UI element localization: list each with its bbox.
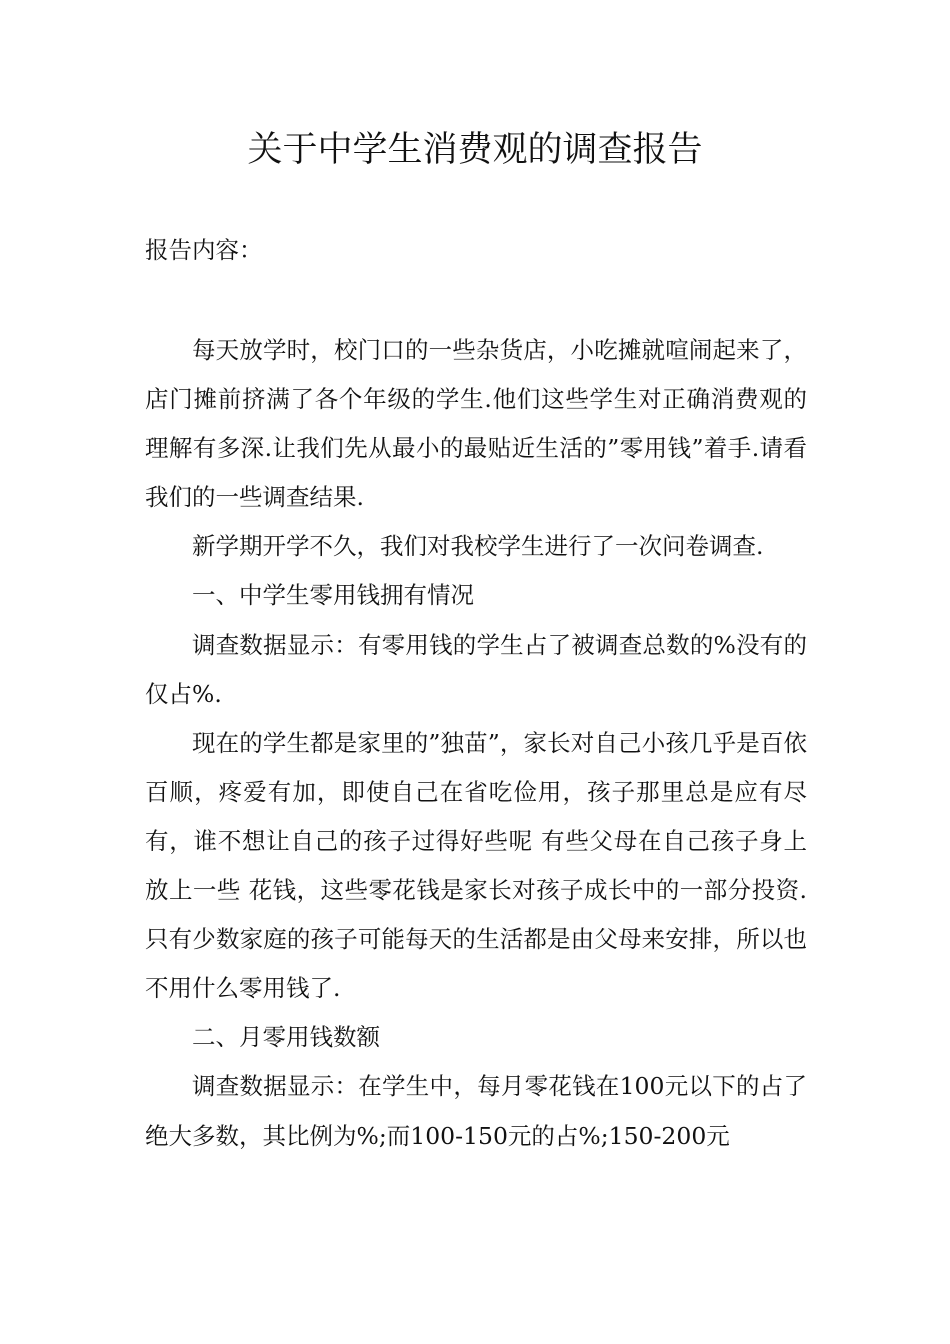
- report-content-label: 报告内容：: [145, 236, 263, 264]
- paragraph-data-1: 调查数据显示：有零用钱的学生占了被调查总数的%没有的仅占%.: [145, 630, 807, 708]
- paragraph-intro: 每天放学时，校门口的一些杂货店，小吃摊就喧闹起来了，店门摊前挤满了各个年级的学生.他们这些学生对正确消费观的理解有多深.让我们先从最小的最贴近生活的”零用钱”着手.请看我们的一些调查结果.: [145, 336, 807, 512]
- paragraph-analysis: 现在的学生都是家里的”独苗”，家长对自己小孩几乎是百依百顺，疼爱有加，即使自己在省吃俭用，孩子那里总是应有尽有，谁不想让自己的孩子过得好些呢 有些父母在自己孩子身上放上一些 花钱，这些零花钱是家长对孩子成长中的一部分投资.只有少数家庭的孩子可能每天的生活都是由父母来安排，所以也不用什么零用钱了.: [145, 728, 807, 1003]
- document-title: 关于中学生消费观的调查报告: [247, 130, 703, 170]
- section-heading-1: 一、中学生零用钱拥有情况: [192, 581, 474, 610]
- paragraph-data-2: 调查数据显示：在学生中，每月零花钱在100元以下的占了绝大多数，其比例为%;而100-150元的占%;150-200元: [145, 1072, 807, 1150]
- paragraph-survey: 新学期开学不久，我们对我校学生进行了一次问卷调查.: [192, 532, 764, 561]
- section-heading-2: 二、月零用钱数额: [192, 1023, 380, 1052]
- document-body: [145, 326, 807, 1161]
